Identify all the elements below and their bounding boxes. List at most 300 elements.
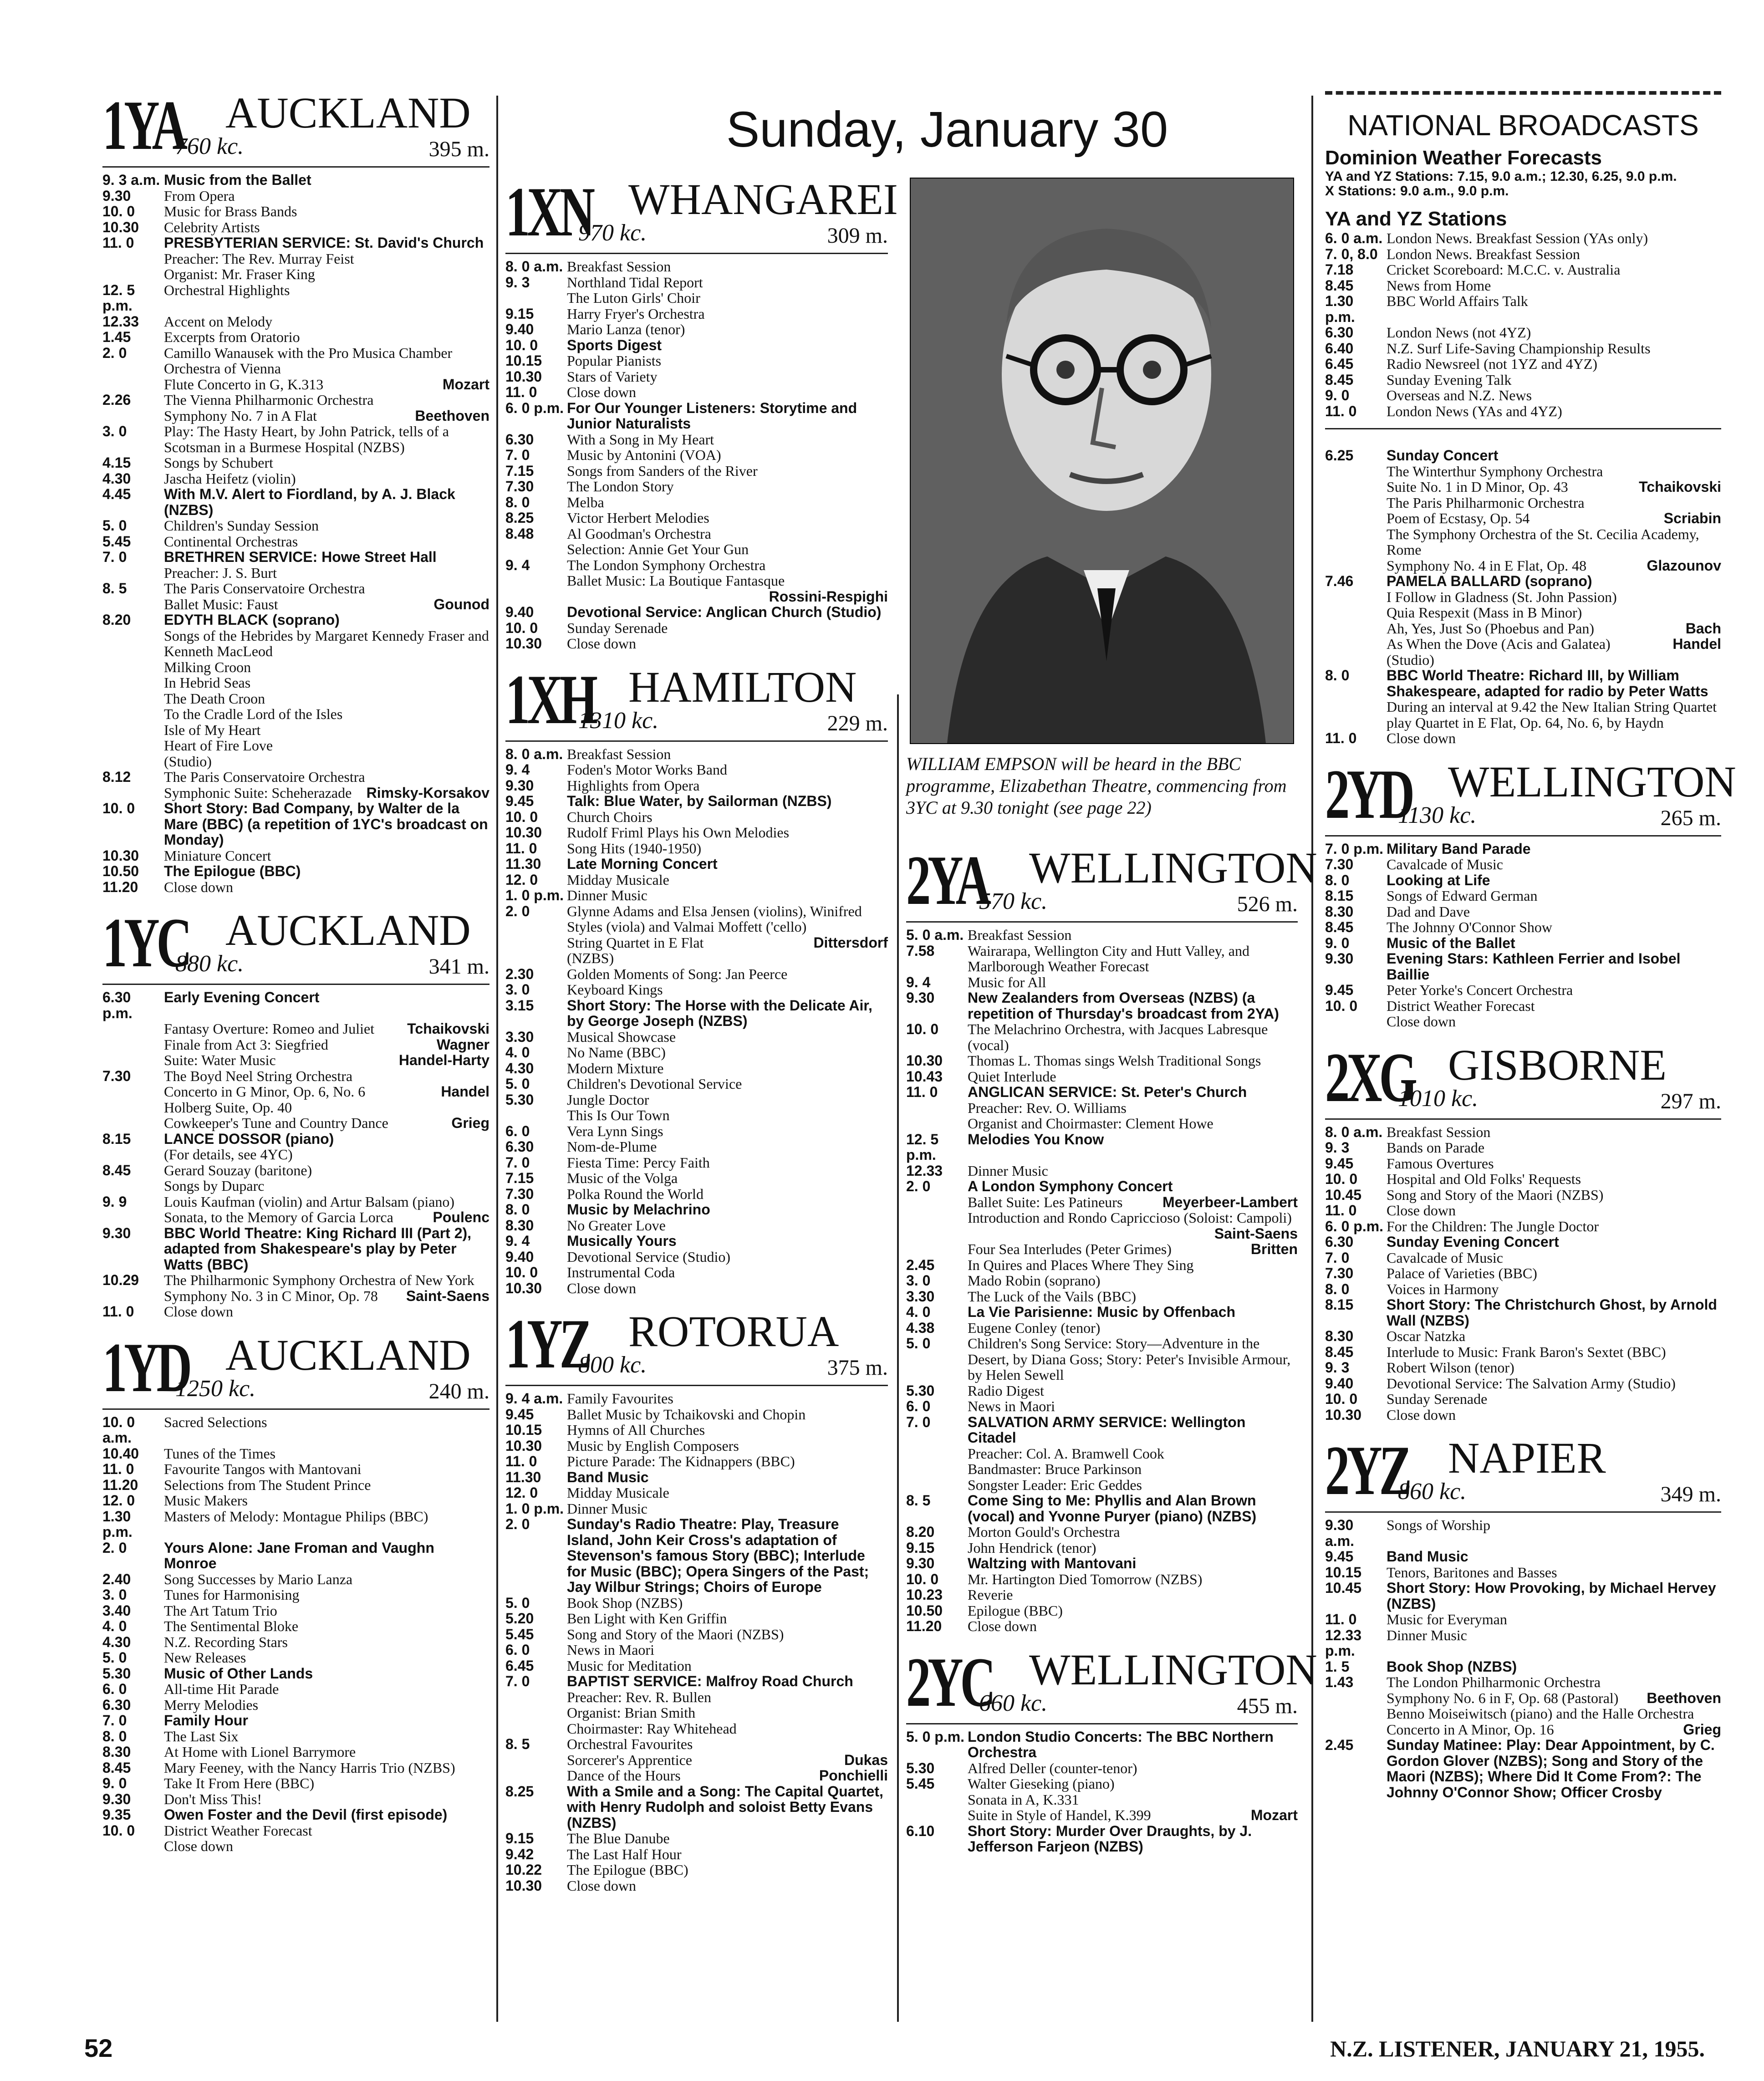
programme-item — [505, 935, 888, 951]
programme-time: 7.15 — [505, 1170, 534, 1186]
programme-time: 7. 0 — [906, 1413, 931, 1430]
programme-title-text: Close down — [1387, 1406, 1456, 1423]
programme-title-text: No Greater Love — [567, 1217, 666, 1234]
programme-title — [164, 597, 489, 612]
composer-name: Bach — [1685, 620, 1721, 637]
programme-title — [1387, 1328, 1721, 1344]
programme-title — [968, 1571, 1298, 1587]
programme-item — [906, 1493, 1298, 1524]
programme-title-text: Reverie — [968, 1586, 1013, 1603]
programme-item — [102, 282, 489, 314]
programme-title — [1387, 246, 1721, 262]
programme-item — [505, 1061, 888, 1076]
programme-title-text: Band Music — [567, 1469, 649, 1485]
programme-title — [1387, 356, 1721, 372]
page-number: 52 — [84, 2034, 113, 2062]
programme-title — [567, 636, 888, 652]
national-items — [1325, 230, 1721, 429]
programme-title — [164, 1634, 489, 1650]
programme-title-text: Evening Stars: Kathleen Ferrier and Isobel Baillie — [1387, 950, 1681, 983]
programme-title — [968, 974, 1298, 990]
station-callsign: 1YZ — [505, 1305, 589, 1383]
programme-time: 6. 0 — [102, 1681, 127, 1697]
programme-title — [968, 990, 1298, 1021]
programme-time: 9. 4 — [505, 1233, 530, 1249]
programme-title-text: Radio Digest — [968, 1382, 1044, 1399]
programme-time: 8. 5 — [102, 580, 127, 597]
programme-title — [968, 1241, 1298, 1257]
station-1xh — [505, 660, 888, 1296]
station-wavelength: 229 m. — [827, 711, 888, 735]
programme-title — [164, 1697, 489, 1713]
programme-title-text: Flute Concerto in G, K.313 — [164, 376, 324, 393]
programme-time — [102, 1288, 164, 1304]
programme-item — [505, 1438, 888, 1454]
programme-time: 9.30 — [906, 989, 935, 1006]
programme-time: 1.45 — [102, 329, 131, 345]
programme-item — [102, 188, 489, 204]
programme-time: 7.30 — [505, 1185, 534, 1202]
programme-item — [102, 1587, 489, 1603]
programme-title-text: Heart of Fire Love — [164, 737, 273, 754]
programme-time: 8.48 — [505, 525, 534, 542]
programme-item — [505, 856, 888, 872]
programme-item — [505, 541, 888, 557]
programme-title — [1387, 699, 1721, 730]
programme-item — [906, 1336, 1298, 1383]
programme-time: 6.30 — [505, 1138, 534, 1155]
programme-title — [1387, 1407, 1721, 1423]
programme-title-text: Short Story: Murder Over Draughts, by J. Jefferson Farjeon (NZBS) — [968, 1822, 1252, 1855]
programme-time: 3. 0 — [505, 981, 530, 998]
programme-item — [906, 1729, 1298, 1760]
composer-name: Handel-Harty — [398, 1052, 489, 1068]
programme-title — [968, 1289, 1298, 1305]
programme-title-text: Northland Tidal Report — [567, 274, 703, 291]
programme-item — [102, 722, 489, 738]
programme-title-text: Dance of the Hours — [567, 1767, 681, 1784]
programme-time: 6.25 — [1325, 447, 1354, 464]
programme-title-text: Popular Pianists — [567, 352, 662, 369]
programme-title-text: District Weather Forecast — [164, 1822, 312, 1839]
station-callsign: 1YC — [102, 903, 189, 982]
programme-title-text: Suite: Water Music — [164, 1052, 276, 1068]
programme-item — [505, 1139, 888, 1155]
programme-item — [102, 1288, 489, 1304]
programme-title-text: London Studio Concerts: The BBC Northern Orchestra — [968, 1728, 1274, 1760]
programme-title-text: Fantasy Overture: Romeo and Juliet — [164, 1020, 375, 1037]
programme-title-text: Sorcerer's Apprentice — [567, 1751, 692, 1768]
programme-item — [1325, 573, 1721, 589]
programme-title — [1387, 1659, 1721, 1675]
programme-item — [102, 691, 489, 707]
programme-item — [102, 1068, 489, 1084]
programme-title — [164, 1618, 489, 1634]
programme-title-text: Selections from The Student Prince — [164, 1476, 371, 1493]
programme-item — [102, 408, 489, 424]
programme-item — [1325, 1124, 1721, 1140]
programme-title-text: Excerpts from Oratorio — [164, 329, 300, 345]
programme-item — [505, 1752, 888, 1768]
programme-item — [102, 863, 489, 879]
programme-item — [102, 1272, 489, 1288]
programme-title — [968, 1792, 1298, 1808]
programme-time — [102, 785, 164, 801]
programme-item — [1325, 1517, 1721, 1549]
programme-title-text: Music for All — [968, 974, 1046, 990]
programme-title-text: Breakfast Session — [567, 745, 671, 762]
programme-title — [567, 966, 888, 982]
programme-item — [505, 1265, 888, 1280]
programme-time: 10.29 — [102, 1272, 139, 1288]
programme-title — [164, 612, 489, 628]
programme-time: 2.45 — [906, 1256, 935, 1273]
programme-item — [906, 1587, 1298, 1603]
programme-item — [102, 1225, 489, 1273]
programme-title-text: Holberg Suite, Op. 40 — [164, 1099, 292, 1116]
programme-title — [164, 1414, 489, 1446]
programme-title — [567, 510, 888, 526]
programme-title — [567, 259, 888, 275]
programme-time — [1325, 526, 1387, 558]
programme-time: 9. 3 — [505, 274, 530, 291]
programme-title — [1387, 1706, 1721, 1722]
programme-title — [164, 518, 489, 534]
programme-title — [968, 1194, 1298, 1210]
programme-title — [968, 1446, 1298, 1462]
programme-time: 11. 0 — [102, 235, 134, 251]
programme-title-text: Organist and Choirmaster: Clement Howe — [968, 1115, 1213, 1132]
programme-title — [567, 1280, 888, 1296]
programme-time: 9. 0 — [1325, 934, 1350, 951]
programme-item — [102, 518, 489, 534]
programme-item — [1325, 1360, 1721, 1376]
programme-title — [1387, 1014, 1721, 1030]
column-1 — [102, 86, 489, 1868]
programme-time: 6.45 — [1325, 356, 1354, 372]
programme-time — [505, 950, 567, 966]
programme-item — [906, 1163, 1298, 1179]
programme-title-text: Music from the Ballet — [164, 172, 311, 188]
station-header — [1325, 1038, 1721, 1120]
programme-time: 8.15 — [102, 1130, 131, 1147]
programme-title — [164, 738, 489, 754]
programme-item — [906, 1116, 1298, 1132]
programme-item — [906, 1446, 1298, 1462]
programme-title-text: Songster Leader: Eric Geddes — [968, 1476, 1142, 1493]
programme-item — [102, 628, 489, 659]
programme-time — [906, 1477, 968, 1493]
programme-title — [1387, 1203, 1721, 1219]
programme-title — [164, 1147, 489, 1163]
programme-title — [1387, 1549, 1721, 1565]
composer-name: Handel — [1672, 636, 1721, 652]
programme-item — [505, 998, 888, 1029]
programme-time: 9.30 — [102, 1224, 131, 1241]
programme-title-text: Owen Foster and the Devil (first episode) — [164, 1806, 448, 1823]
programme-item — [906, 1618, 1298, 1634]
programme-item — [1325, 388, 1721, 403]
programme-item — [102, 1147, 489, 1163]
programme-item — [102, 1729, 489, 1744]
programme-title — [567, 1673, 888, 1689]
programme-title-text: Ballet Suite: Les Patineurs — [968, 1194, 1123, 1210]
programme-title-text: In Hebrid Seas — [164, 674, 251, 691]
station-schedule — [102, 1414, 489, 1854]
programme-item — [1325, 982, 1721, 998]
programme-item — [906, 974, 1298, 990]
programme-item — [505, 982, 888, 998]
programme-item — [505, 966, 888, 982]
programme-time: 9.15 — [505, 1830, 534, 1846]
composer-name: Gounod — [433, 596, 489, 612]
programme-title-text: Dad and Dave — [1387, 903, 1470, 920]
programme-time: 8.20 — [102, 612, 131, 628]
composer-name: Tchaikovski — [1639, 479, 1721, 495]
programme-item — [505, 290, 888, 306]
programme-title — [1387, 888, 1721, 904]
programme-title-text: The Blue Danube — [567, 1830, 670, 1846]
programme-time: 7. 0 — [505, 447, 530, 463]
programme-title — [1387, 1124, 1721, 1140]
programme-item — [1325, 1328, 1721, 1344]
programme-title-text: EDYTH BLACK (soprano) — [164, 612, 340, 628]
programme-item — [906, 1776, 1298, 1792]
programme-title-text: Camillo Wanausek with the Pro Musica Chamber Orchestra of Vienna — [164, 344, 453, 377]
programme-title — [1387, 668, 1721, 699]
programme-item — [505, 1689, 888, 1705]
programme-time — [1325, 1014, 1387, 1030]
programme-title-text: Breakfast Session — [567, 258, 671, 275]
station-schedule — [906, 927, 1298, 1634]
programme-time — [102, 722, 164, 738]
programme-item — [906, 1241, 1298, 1257]
national-title: NATIONAL BROADCASTS — [1347, 109, 1699, 142]
programme-title-text: Bandmaster: Bruce Parkinson — [968, 1461, 1142, 1477]
programme-title — [567, 1029, 888, 1045]
programme-item — [1325, 1203, 1721, 1219]
programme-time: 4.30 — [505, 1060, 534, 1076]
programme-item — [1325, 888, 1721, 904]
programme-title-text: The Johnny O'Connor Show — [1387, 919, 1552, 935]
programme-time — [102, 675, 164, 691]
programme-title — [567, 369, 888, 385]
programme-title — [1387, 1234, 1721, 1250]
station-1yc — [102, 903, 489, 1320]
station-frequency: 760 kc. — [175, 133, 244, 159]
programme-time: 12. 0 — [505, 871, 538, 888]
programme-title-text: Masters of Melody: Montague Philips (BBC) — [164, 1508, 428, 1525]
programme-title-text: Sunday Matinee: Play: Dear Appointment, by C. Gordon Glover (NZBS); Song and Story of the Maori (NZBS); Where Did It Come From?: The Johnny O'Connor Show; Officer Crosby — [1387, 1737, 1715, 1800]
programme-title-text: Late Morning Concert — [567, 856, 718, 872]
station-wavelength: 297 m. — [1660, 1089, 1721, 1113]
programme-time: 10.30 — [102, 219, 139, 235]
programme-time — [906, 1210, 968, 1241]
programme-item — [1325, 857, 1721, 872]
programme-time: 7. 0 — [102, 549, 127, 565]
programme-item — [505, 1249, 888, 1265]
programme-title — [567, 1501, 888, 1517]
programme-item — [102, 1509, 489, 1540]
programme-title-text: Short Story: The Christchurch Ghost, by Arnold Wall (NZBS) — [1387, 1296, 1717, 1329]
station-2yd — [1325, 755, 1736, 1030]
programme-item — [102, 848, 489, 864]
programme-time — [102, 738, 164, 754]
column-rule-2 — [897, 694, 899, 2022]
programme-item — [102, 172, 489, 188]
programme-time: 12.33 — [906, 1162, 943, 1179]
programme-item — [102, 1052, 489, 1068]
programme-time: 8.15 — [1325, 887, 1354, 904]
programme-title-text: Close down — [164, 1838, 233, 1854]
station-callsign: 1XN — [505, 173, 592, 251]
programme-item — [505, 1627, 888, 1642]
programme-item — [1325, 230, 1721, 246]
programme-time — [102, 628, 164, 659]
programme-title-text: Short Story: The Horse with the Delicate Air, by George Joseph (NZBS) — [567, 997, 872, 1029]
programme-title — [567, 887, 888, 903]
programme-item — [505, 1029, 888, 1045]
programme-item — [102, 1477, 489, 1493]
programme-title-text: Interlude to Music: Frank Baron's Sextet (BBC) — [1387, 1343, 1666, 1360]
programme-time: 8.30 — [1325, 1328, 1354, 1344]
programme-time — [1325, 1706, 1387, 1722]
programme-time: 11.30 — [505, 856, 541, 872]
programme-title — [968, 1116, 1298, 1132]
programme-title-text: I Follow in Gladness (St. John Passion) — [1387, 588, 1617, 605]
programme-item — [1325, 1281, 1721, 1297]
programme-title — [567, 400, 888, 432]
programme-title-text: Epilogue (BBC) — [968, 1602, 1063, 1619]
programme-item — [102, 423, 489, 455]
programme-title-text: Mario Lanza (tenor) — [567, 321, 685, 337]
programme-item — [505, 1391, 888, 1407]
programme-title-text: The London Story — [567, 478, 674, 495]
programme-item — [505, 1107, 888, 1123]
composer-name: Grieg — [1683, 1721, 1721, 1738]
programme-item — [1325, 1265, 1721, 1281]
page-title: Sunday, January 30 — [726, 102, 1168, 158]
programme-item — [1325, 341, 1721, 357]
programme-item — [1325, 1140, 1721, 1156]
programme-item — [102, 266, 489, 282]
programme-item — [906, 927, 1298, 943]
station-header — [1325, 1431, 1721, 1513]
programme-title-text: Oscar Natzka — [1387, 1328, 1466, 1344]
composer-name: Dittersdorf — [813, 934, 888, 951]
programme-item — [906, 1257, 1298, 1273]
programme-title-text: Music by English Composers — [567, 1437, 739, 1454]
programme-item — [906, 990, 1298, 1021]
programme-time: 5. 0 — [505, 1594, 530, 1611]
programme-title — [567, 1469, 888, 1485]
programme-title-text: Church Choirs — [567, 808, 653, 825]
programme-time — [102, 1084, 164, 1100]
programme-title-text: As When the Dove (Acis and Galatea) — [1387, 636, 1611, 652]
programme-title — [567, 935, 888, 951]
programme-item — [505, 1611, 888, 1627]
programme-time: 1. 5 — [1325, 1658, 1350, 1675]
station-header — [906, 841, 1317, 923]
programme-time: 2. 0 — [505, 1516, 530, 1532]
programme-time: 11. 0 — [102, 1303, 134, 1320]
programme-time: 4.30 — [102, 470, 131, 487]
programme-title — [1387, 448, 1721, 464]
programme-title — [1387, 1140, 1721, 1156]
composer-name: Dukas — [844, 1751, 888, 1768]
programme-title-text: BBC World Theatre: King Richard III (Part 2), adapted from Shakespeare's play by Peter Watts (BBC) — [164, 1224, 472, 1273]
programme-item — [102, 1021, 489, 1037]
programme-title-text: In Quires and Places Where They Sing — [968, 1256, 1194, 1273]
programme-time — [505, 1107, 567, 1123]
programme-title — [1387, 1360, 1721, 1376]
programme-time: 10.15 — [505, 352, 542, 369]
programme-item — [102, 1304, 489, 1320]
programme-time: 9. 3 — [1325, 1139, 1350, 1156]
programme-item — [505, 1721, 888, 1737]
programme-title — [164, 1666, 489, 1682]
programme-time: 8.25 — [505, 510, 534, 526]
programme-title — [968, 1320, 1298, 1336]
programme-title — [164, 251, 489, 267]
programme-item — [102, 1540, 489, 1571]
programme-title-text: Dinner Music — [968, 1162, 1048, 1179]
programme-title-text: Hospital and Old Folks' Requests — [1387, 1171, 1581, 1187]
programme-time — [1325, 621, 1387, 637]
programme-title — [164, 785, 489, 801]
programme-item — [505, 353, 888, 369]
programme-title — [968, 1524, 1298, 1540]
programme-item — [505, 746, 888, 762]
programme-title-text: Concerto in G Minor, Op. 6, No. 6 — [164, 1083, 366, 1100]
programme-time: 3.40 — [102, 1602, 131, 1619]
programme-title-text: The Luton Girls' Choir — [567, 290, 700, 306]
programme-title-text: Highlights from Opera — [567, 777, 700, 794]
programme-title — [567, 1438, 888, 1454]
programme-time: 2.30 — [505, 965, 534, 982]
programme-title — [567, 573, 888, 604]
station-callsign: 2YZ — [1325, 1431, 1409, 1510]
programme-title-text: Symphony No. 4 in E Flat, Op. 48 — [1387, 557, 1587, 574]
programme-item — [1325, 841, 1721, 857]
programme-item — [505, 825, 888, 841]
yayz-title: YA and YZ Stations — [1325, 208, 1507, 230]
programme-time: 3. 0 — [906, 1272, 931, 1289]
programme-time: 4.30 — [102, 1633, 131, 1650]
programme-time: 11. 0 — [102, 1461, 134, 1477]
column-rule-3 — [1311, 96, 1313, 2022]
programme-item — [906, 1021, 1298, 1053]
programme-time — [102, 377, 164, 393]
programme-title-text: Hymns of All Churches — [567, 1422, 705, 1438]
programme-item — [102, 219, 489, 235]
programme-title — [164, 1493, 489, 1509]
programme-title-text: Songs of Edward German — [1387, 887, 1538, 904]
programme-title-text: News in Maori — [968, 1398, 1055, 1414]
station-1xn — [505, 173, 898, 652]
programme-title — [1387, 998, 1721, 1014]
programme-title-text: Isle of My Heart — [164, 721, 261, 738]
programme-title — [567, 856, 888, 872]
programme-item — [505, 1170, 888, 1186]
programme-title-text: Bands on Parade — [1387, 1139, 1485, 1156]
programme-title-text: Choirmaster: Ray Whitehead — [567, 1720, 737, 1737]
programme-time — [102, 754, 164, 770]
programme-title-text: BBC World Theatre: Richard III, by William Shakespeare, adapted for radio by Peter Watts — [1387, 667, 1708, 699]
programme-title — [968, 1414, 1298, 1446]
programme-item — [102, 565, 489, 581]
programme-title-text: Close down — [567, 1280, 636, 1296]
